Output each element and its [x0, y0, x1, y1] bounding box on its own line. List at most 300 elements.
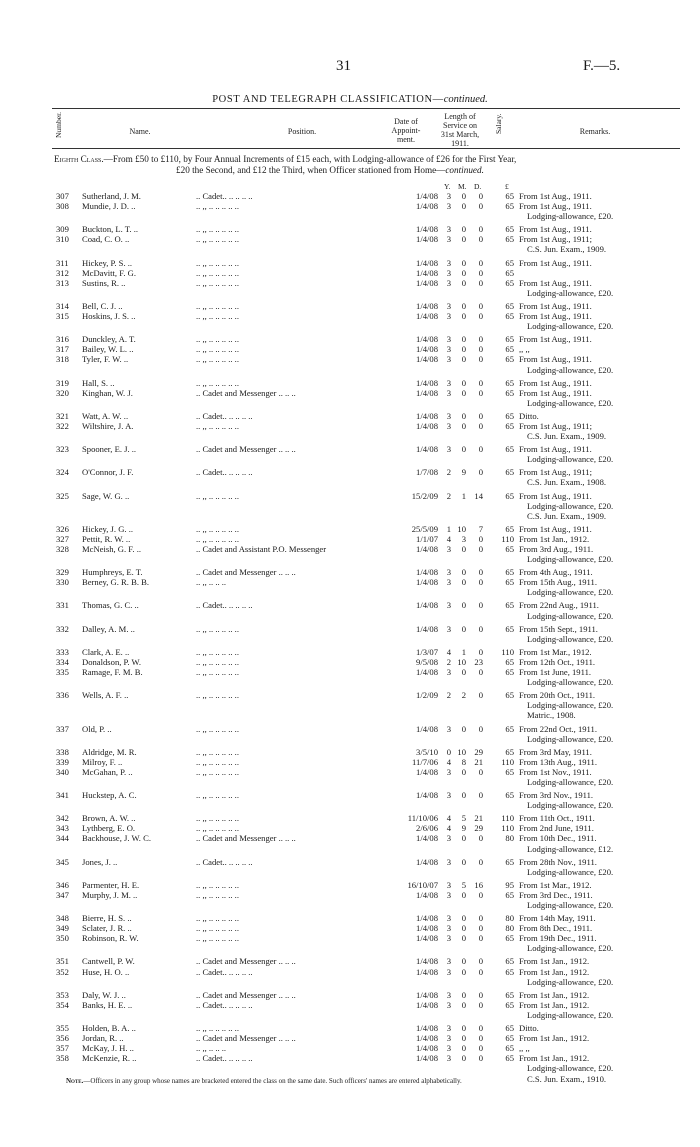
service-months: 10 — [457, 656, 466, 667]
remarks-continuation-row — [0, 900, 700, 910]
remarks-text: From 1st Aug., 1911. — [519, 257, 592, 268]
officer-group — [0, 913, 700, 953]
officer-number: 341 — [56, 790, 69, 801]
service-days: 0 — [478, 723, 483, 734]
remarks-text: From 3rd Nov., 1911. — [519, 790, 594, 801]
page-title — [0, 94, 700, 105]
service-years: 3 — [446, 444, 451, 455]
table-row — [0, 667, 700, 677]
officer-position: .. ,, .. .. .. — [196, 577, 227, 588]
header-bottom-rule — [52, 148, 680, 149]
header-service-line: Length of — [444, 112, 476, 121]
remarks-text: From 20th Oct., 1911. — [519, 690, 596, 701]
service-months: 0 — [461, 277, 466, 288]
service-days: 23 — [474, 656, 483, 667]
service-days: 0 — [478, 420, 483, 431]
service-days: 0 — [478, 600, 483, 611]
header-name: Name. — [129, 127, 151, 136]
service-years: 3 — [446, 334, 451, 345]
service-days: 0 — [478, 923, 483, 934]
appointment-date: 1/4/08 — [416, 224, 438, 235]
remarks-text: Ditto. — [519, 410, 539, 421]
remarks-text: From 1st Aug., 1911; — [519, 467, 592, 478]
officer-group — [0, 191, 700, 221]
service-months: 0 — [461, 600, 466, 611]
officer-name: Mundie, J. D. .. — [82, 201, 136, 212]
officer-name: Bailey, W. L. .. — [82, 344, 134, 355]
remarks-text: Lodging-allowance, £20. — [527, 1063, 614, 1074]
service-years: 3 — [446, 856, 451, 867]
officer-name: Buckton, L. T. .. — [82, 224, 139, 235]
service-days: 0 — [478, 856, 483, 867]
officer-position: .. Cadet.. .. .. .. .. — [196, 191, 253, 201]
header-date — [383, 117, 429, 144]
salary-value: 110 — [501, 646, 514, 657]
table-row — [0, 258, 700, 268]
officer-name: McGahan, P. .. — [82, 766, 133, 777]
table-row — [0, 311, 700, 321]
officer-position: .. ,, .. .. .. .. .. — [196, 311, 239, 322]
officer-number: 355 — [56, 1023, 69, 1034]
appointment-date: 1/4/08 — [416, 377, 438, 388]
remarks-text: From 1st Aug., 1911. — [519, 377, 592, 388]
service-months: 0 — [461, 856, 466, 867]
remarks-text: From 1st Aug., 1911. — [519, 490, 592, 501]
officer-group — [0, 690, 700, 720]
service-years: 3 — [446, 387, 451, 398]
service-days: 0 — [478, 766, 483, 777]
salary-value: 65 — [505, 999, 514, 1010]
service-years: 3 — [446, 879, 451, 890]
class-intro-line2 — [54, 165, 680, 176]
officer-group — [0, 467, 700, 487]
service-months: 0 — [461, 966, 466, 977]
remarks-text: From 13th Aug., 1911. — [519, 756, 597, 767]
remarks-text: C.S. Jun. Exam., 1909. — [527, 431, 607, 442]
table-row — [0, 933, 700, 943]
officer-position: .. ,, .. .. .. .. .. — [196, 334, 239, 345]
header-top-rule — [52, 108, 680, 109]
service-years: 3 — [446, 544, 451, 554]
class-intro-continued: continued. — [445, 165, 484, 175]
officer-name: Clark, A. E. .. — [82, 646, 130, 657]
officer-position: .. Cadet.. .. .. .. .. — [196, 966, 253, 977]
remarks-continuation-row — [0, 700, 700, 710]
remarks-text: From 1st Aug., 1911. — [519, 444, 592, 455]
officer-name: Cantwell, P. W. — [82, 956, 135, 967]
service-months: 3 — [461, 533, 466, 544]
service-months: 2 — [461, 690, 466, 701]
salary-value: 65 — [505, 790, 514, 801]
remarks-continuation-row — [0, 365, 700, 375]
service-years: 3 — [446, 224, 451, 235]
service-months: 0 — [461, 833, 466, 844]
officer-position: .. Cadet and Messenger .. .. .. — [196, 444, 296, 455]
officer-name: Hickey, J. G. .. — [82, 523, 133, 534]
officer-position: .. ,, .. .. .. .. .. — [196, 344, 239, 355]
officer-group — [0, 956, 700, 986]
remarks-continuation-row — [0, 777, 700, 787]
salary-value: 65 — [505, 420, 514, 431]
appointment-date: 1/4/08 — [416, 334, 438, 345]
table-row — [0, 757, 700, 767]
appointment-date: 1/4/08 — [416, 833, 438, 844]
remarks-text: From 1st Aug., 1911. — [519, 300, 592, 311]
salary-value: 110 — [501, 533, 514, 544]
salary-value: 65 — [505, 234, 514, 245]
officer-group — [0, 624, 700, 644]
remarks-continuation-row — [0, 1063, 700, 1073]
officer-position: .. ,, .. .. .. .. .. — [196, 690, 239, 701]
officer-number: 313 — [56, 277, 69, 288]
service-years: 4 — [446, 823, 451, 834]
service-years: 3 — [446, 989, 451, 1000]
service-months: 0 — [461, 224, 466, 235]
officer-group — [0, 857, 700, 877]
service-years: 3 — [446, 201, 451, 212]
officer-position: .. ,, .. .. .. .. .. — [196, 354, 239, 365]
officer-number: 312 — [56, 267, 69, 278]
service-days: 0 — [478, 410, 483, 421]
appointment-date: 1/4/08 — [416, 444, 438, 455]
service-years: 3 — [446, 790, 451, 801]
appointment-date: 1/4/08 — [416, 311, 438, 322]
remarks-text: Lodging-allowance, £20. — [527, 700, 614, 711]
remarks-continuation-row — [0, 511, 700, 521]
appointment-date: 2/6/06 — [416, 823, 438, 834]
service-years: 3 — [446, 889, 451, 900]
salary-value: 65 — [505, 577, 514, 588]
service-months: 0 — [461, 999, 466, 1010]
officer-position: .. ,, .. .. .. .. .. — [196, 533, 239, 544]
officer-position: .. Cadet.. .. .. .. .. — [196, 856, 253, 867]
remarks-continuation-row — [0, 554, 700, 564]
service-days: 0 — [478, 257, 483, 268]
officer-number: 319 — [56, 377, 69, 388]
unit-days: D. — [474, 182, 482, 191]
officer-name: Bierre, H. S. .. — [82, 913, 132, 924]
service-months: 0 — [461, 234, 466, 245]
service-days: 0 — [478, 300, 483, 311]
service-days: 0 — [478, 544, 483, 554]
officer-number: 337 — [56, 723, 69, 734]
salary-value: 95 — [505, 879, 514, 890]
officer-group — [0, 747, 700, 787]
service-months: 0 — [461, 1033, 466, 1044]
officer-group — [0, 301, 700, 331]
remarks-text: Lodging-allowance, £20. — [527, 900, 614, 910]
appointment-date: 1/4/08 — [416, 410, 438, 421]
officer-position: .. ,, .. .. .. .. .. — [196, 224, 239, 235]
remarks-text: From 1st Aug., 1911. — [519, 277, 592, 288]
remarks-text: Lodging-allowance, £20. — [527, 211, 614, 222]
appointment-date: 1/4/08 — [416, 933, 438, 944]
service-years: 4 — [446, 533, 451, 544]
remarks-text: From 14th May, 1911. — [519, 913, 596, 924]
table-row — [0, 234, 700, 244]
officer-number: 347 — [56, 889, 69, 900]
officer-position: .. ,, .. .. .. .. .. — [196, 267, 239, 278]
officer-number: 331 — [56, 600, 69, 611]
officer-position: .. ,, .. .. .. .. .. — [196, 234, 239, 245]
remarks-text: From 1st Aug., 1911. — [519, 201, 592, 212]
service-days: 0 — [478, 1053, 483, 1064]
officer-group — [0, 258, 700, 298]
officer-number: 339 — [56, 756, 69, 767]
officer-number: 332 — [56, 623, 69, 634]
officer-name: Pettit, R. W. .. — [82, 533, 131, 544]
remarks-text: Lodging-allowance, £20. — [527, 610, 614, 621]
remarks-text: Lodging-allowance, £20. — [527, 321, 614, 332]
salary-value: 80 — [505, 923, 514, 934]
remarks-continuation-row — [0, 587, 700, 597]
officer-group — [0, 724, 700, 744]
header-position: Position. — [287, 127, 317, 136]
service-months: 0 — [461, 377, 466, 388]
remarks-text: Lodging-allowance, £20. — [527, 1009, 614, 1020]
officer-position: .. Cadet.. .. .. .. .. — [196, 600, 253, 611]
service-years: 3 — [446, 923, 451, 934]
table-row — [0, 524, 700, 534]
service-months: 0 — [461, 334, 466, 345]
remarks-text: From 1st Jan., 1912. — [519, 1053, 590, 1064]
service-months: 0 — [461, 444, 466, 455]
service-months: 0 — [461, 956, 466, 967]
table-row — [0, 1023, 700, 1033]
appointment-date: 1/4/08 — [416, 267, 438, 278]
table-row — [0, 491, 700, 501]
appointment-date: 1/4/08 — [416, 623, 438, 634]
service-months: 0 — [461, 300, 466, 311]
service-years: 3 — [446, 257, 451, 268]
service-years: 3 — [446, 913, 451, 924]
table-row — [0, 301, 700, 311]
remarks-text: From 1st Nov., 1911. — [519, 766, 592, 777]
officer-number: 320 — [56, 387, 69, 398]
officer-group — [0, 600, 700, 620]
officer-position: .. ,, .. .. .. .. .. — [196, 420, 239, 431]
service-years: 4 — [446, 756, 451, 767]
officer-number: 354 — [56, 999, 69, 1010]
unit-years: Y. — [444, 182, 451, 191]
officer-position: .. ,, .. .. .. .. .. — [196, 257, 239, 268]
remarks-text: From 8th Dec., 1911. — [519, 923, 593, 934]
table-row — [0, 790, 700, 800]
officer-name: Banks, H. E. .. — [82, 999, 133, 1010]
appointment-date: 1/4/08 — [416, 234, 438, 245]
officer-number: 308 — [56, 201, 69, 212]
service-months: 1 — [461, 490, 466, 501]
officer-position: .. Cadet and Assistant P.O. Messenger — [196, 544, 327, 554]
service-years: 0 — [446, 746, 451, 757]
officer-position: .. ,, .. .. .. .. .. — [196, 889, 239, 900]
officer-name: Hoskins, J. S. .. — [82, 311, 136, 322]
officer-number: 315 — [56, 311, 69, 322]
appointment-date: 1/1/07 — [416, 533, 438, 544]
officer-position: .. ,, .. .. .. .. .. — [196, 723, 239, 734]
remarks-text: From 1st Aug., 1911. — [519, 191, 592, 201]
service-months: 1 — [461, 646, 466, 657]
appointment-date: 1/4/08 — [416, 600, 438, 611]
officer-position: .. ,, .. .. .. .. .. — [196, 646, 239, 657]
officer-group — [0, 411, 700, 441]
officer-number: 327 — [56, 533, 69, 544]
remarks-text: From 1st Aug., 1911. — [519, 311, 592, 322]
class-intro-text: —From £50 to £110, by Four Annual Increments of £15 each, with Lodging-allowance of £26 for the First Year, — [103, 154, 517, 164]
header-salary: Salary. — [494, 113, 503, 134]
service-days: 0 — [478, 234, 483, 245]
appointment-date: 1/4/08 — [416, 1033, 438, 1044]
appointment-date: 25/5/09 — [411, 523, 438, 534]
officer-position: .. Cadet.. .. .. .. .. — [196, 410, 253, 421]
officer-number: 353 — [56, 989, 69, 1000]
remarks-continuation-row — [0, 734, 700, 744]
service-months: 10 — [457, 746, 466, 757]
salary-value: 65 — [505, 224, 514, 235]
officer-name: Murphy, J. M. .. — [82, 889, 138, 900]
remarks-text: From 1st Mar., 1912. — [519, 879, 592, 890]
service-years: 3 — [446, 1043, 451, 1054]
service-years: 3 — [446, 623, 451, 634]
officer-name: Watt, A. W. .. — [82, 410, 129, 421]
salary-value: 65 — [505, 377, 514, 388]
service-months: 0 — [461, 790, 466, 801]
officer-number: 314 — [56, 300, 69, 311]
officer-name: Sclater, J. R. .. — [82, 923, 132, 934]
officer-name: McNeish, G. F. .. — [82, 544, 141, 554]
appointment-date: 1/4/08 — [416, 544, 438, 554]
officer-group — [0, 880, 700, 910]
remarks-text: Lodging-allowance, £20. — [527, 800, 614, 811]
header-date-line: Date of — [394, 117, 418, 126]
service-days: 0 — [478, 889, 483, 900]
officer-number: 309 — [56, 224, 69, 235]
salary-value: 65 — [505, 344, 514, 355]
officer-name: Holden, B. A. .. — [82, 1023, 136, 1034]
service-months: 0 — [461, 577, 466, 588]
remarks-text: From 1st Aug., 1911; — [519, 420, 592, 431]
officer-name: Huckstep, A. C. — [82, 790, 137, 801]
officer-name: Lythberg, E. O. — [82, 823, 136, 834]
officer-position: .. ,, .. .. .. .. .. — [196, 656, 239, 667]
table-row — [0, 278, 700, 288]
table-row — [0, 444, 700, 454]
appointment-date: 1/4/08 — [416, 956, 438, 967]
salary-value: 65 — [505, 300, 514, 311]
appointment-date: 1/4/08 — [416, 913, 438, 924]
officer-number: 307 — [56, 191, 69, 201]
remarks-text: Matric., 1908. — [527, 710, 576, 721]
service-years: 2 — [446, 690, 451, 701]
appointment-date: 1/4/08 — [416, 723, 438, 734]
officer-number: 352 — [56, 966, 69, 977]
header-service-line: 1911. — [451, 139, 469, 148]
table-row — [0, 833, 700, 843]
officer-group — [0, 567, 700, 597]
remarks-text: Lodging-allowance, £20. — [527, 776, 614, 787]
officer-name: Sustins, R. .. — [82, 277, 126, 288]
salary-value: 65 — [505, 567, 514, 578]
service-years: 1 — [446, 523, 451, 534]
salary-value: 65 — [505, 523, 514, 534]
officer-name: Dalley, A. M. .. — [82, 623, 135, 634]
remarks-text: From 1st Jan., 1912. — [519, 956, 590, 967]
service-months: 0 — [461, 1043, 466, 1054]
officer-number: 336 — [56, 690, 69, 701]
table-row — [0, 344, 700, 354]
table-row — [0, 201, 700, 211]
table-row — [0, 857, 700, 867]
service-months: 0 — [461, 623, 466, 634]
service-years: 3 — [446, 667, 451, 678]
service-days: 0 — [478, 577, 483, 588]
table-row — [0, 956, 700, 966]
officer-name: McKay, J. H. .. — [82, 1043, 134, 1054]
officer-number: 323 — [56, 444, 69, 455]
officer-name: Thomas, G. C. .. — [82, 600, 139, 611]
remarks-text: From 1st Jan., 1912. — [519, 966, 590, 977]
remarks-continuation-row — [0, 477, 700, 487]
service-days: 0 — [478, 354, 483, 365]
remarks-text: From 12th Oct., 1911. — [519, 656, 596, 667]
service-days: 0 — [478, 387, 483, 398]
officer-group — [0, 990, 700, 1020]
service-years: 3 — [446, 267, 451, 278]
officer-name: Huse, H. O. .. — [82, 966, 130, 977]
appointment-date: 1/4/08 — [416, 966, 438, 977]
remarks-text: From 1st Aug., 1911; — [519, 234, 592, 245]
page-number: 31 — [336, 58, 351, 74]
remarks-continuation-row — [0, 844, 700, 854]
remarks-text: From 1st Jan., 1912. — [519, 999, 590, 1010]
service-years: 3 — [446, 833, 451, 844]
service-years: 3 — [446, 1033, 451, 1044]
officer-group — [0, 813, 700, 853]
officer-position: .. Cadet and Messenger .. .. .. — [196, 989, 296, 1000]
table-row — [0, 967, 700, 977]
officer-position: .. ,, .. .. .. .. .. — [196, 377, 239, 388]
officer-group — [0, 647, 700, 687]
salary-value: 65 — [505, 623, 514, 634]
service-months: 0 — [461, 420, 466, 431]
officer-position: .. Cadet.. .. .. .. .. — [196, 1053, 253, 1064]
officer-position: .. ,, .. .. .. .. .. — [196, 746, 239, 757]
officer-position: .. ,, .. .. .. — [196, 1043, 227, 1054]
table-row — [0, 990, 700, 1000]
service-years: 3 — [446, 311, 451, 322]
table-row — [0, 923, 700, 933]
service-days: 0 — [478, 999, 483, 1010]
service-days: 0 — [478, 277, 483, 288]
remarks-text: From 11th Oct., 1911. — [519, 813, 595, 824]
remarks-text: From 1st Jan., 1912. — [519, 1033, 590, 1044]
salary-value: 65 — [505, 1033, 514, 1044]
officer-position: .. Cadet and Messenger .. .. .. — [196, 1033, 296, 1044]
table-row — [0, 354, 700, 364]
appointment-date: 1/4/08 — [416, 387, 438, 398]
header-number: Number. — [54, 111, 63, 138]
remarks-continuation-row — [0, 398, 700, 408]
salary-value: 65 — [505, 444, 514, 455]
remarks-text: Lodging-allowance, £20. — [527, 733, 614, 744]
officer-number: 310 — [56, 234, 69, 245]
service-days: 0 — [478, 334, 483, 345]
officer-position: .. ,, .. .. .. .. .. — [196, 490, 239, 501]
appointment-date: 1/4/08 — [416, 300, 438, 311]
salary-value: 65 — [505, 467, 514, 478]
table-row — [0, 577, 700, 587]
officer-number: 334 — [56, 656, 69, 667]
